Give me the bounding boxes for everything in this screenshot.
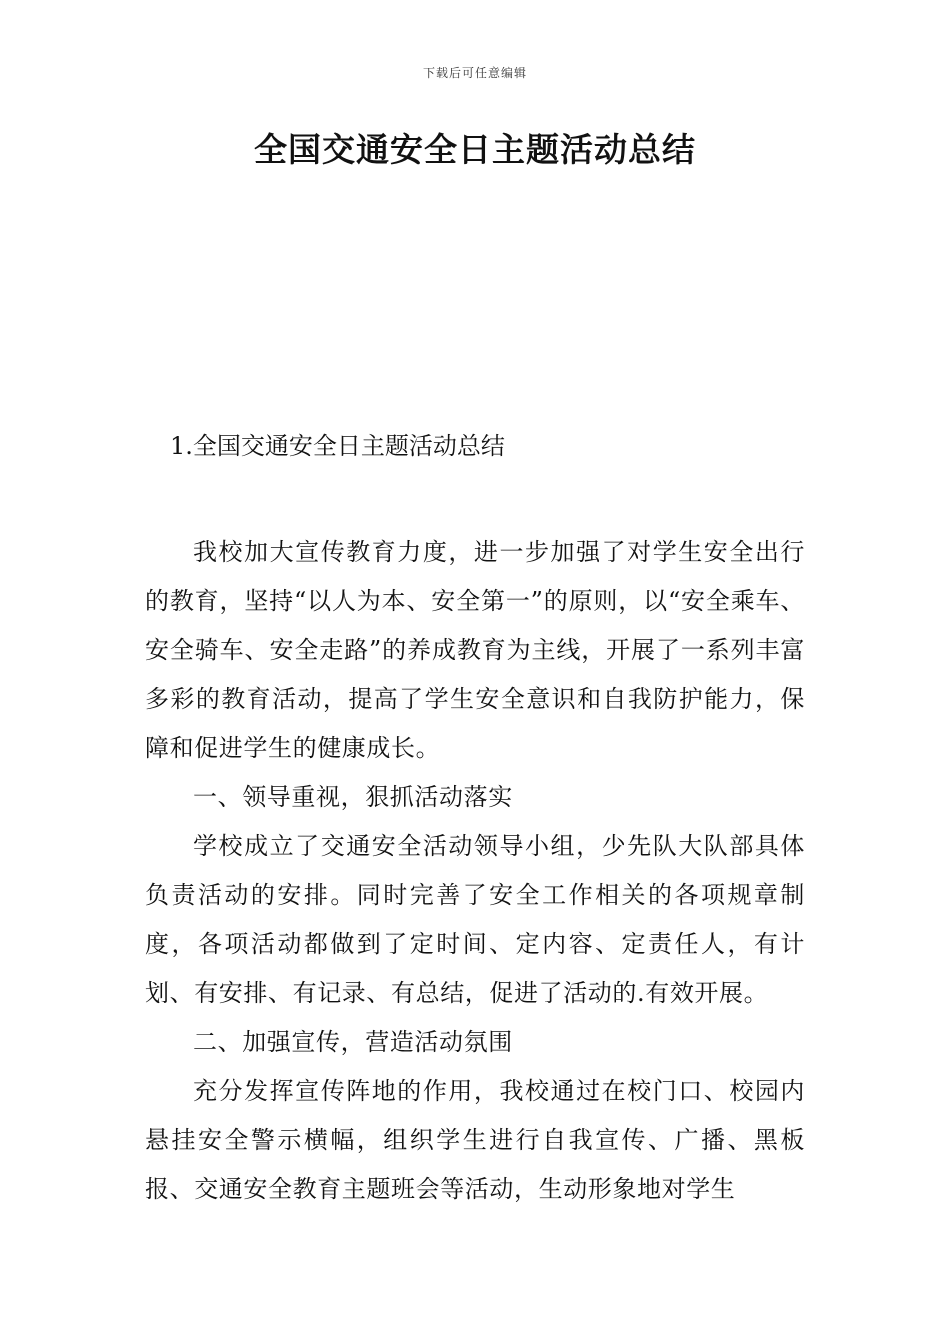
- page-header-note: 下载后可任意编辑: [422, 66, 527, 80]
- subheading-leadership: 一、领导重视，狠抓活动落实: [193, 783, 513, 811]
- document-body: [145, 528, 805, 1214]
- subheading-publicity: 二、加强宣传，营造活动氛围: [193, 1028, 513, 1056]
- document-title: 全国交通安全日主题活动总结: [254, 130, 696, 169]
- leadership-paragraph: 学校成立了交通安全活动领导小组，少先队大队部具体负责活动的安排。同时完善了安全工作相关的各项规章制度，各项活动都做到了定时间、定内容、定责任人，有计划、有安排、有记录、有总结，促进了活动的.有效开展。: [145, 832, 805, 1007]
- publicity-paragraph: 充分发挥宣传阵地的作用，我校通过在校门口、校园内悬挂安全警示横幅，组织学生进行自我宣传、广播、黑板报、交通安全教育主题班会等活动，生动形象地对学生: [145, 1077, 805, 1203]
- intro-paragraph: 我校加大宣传教育力度，进一步加强了对学生安全出行的教育，坚持“以人为本、安全第一”的原则，以“安全乘车、安全骑车、安全走路”的养成教育为主线，开展了一系列丰富多彩的教育活动，提高了学生安全意识和自我防护能力，保障和促进学生的健康成长。: [145, 538, 805, 762]
- section-heading: 1.全国交通安全日主题活动总结: [170, 432, 505, 460]
